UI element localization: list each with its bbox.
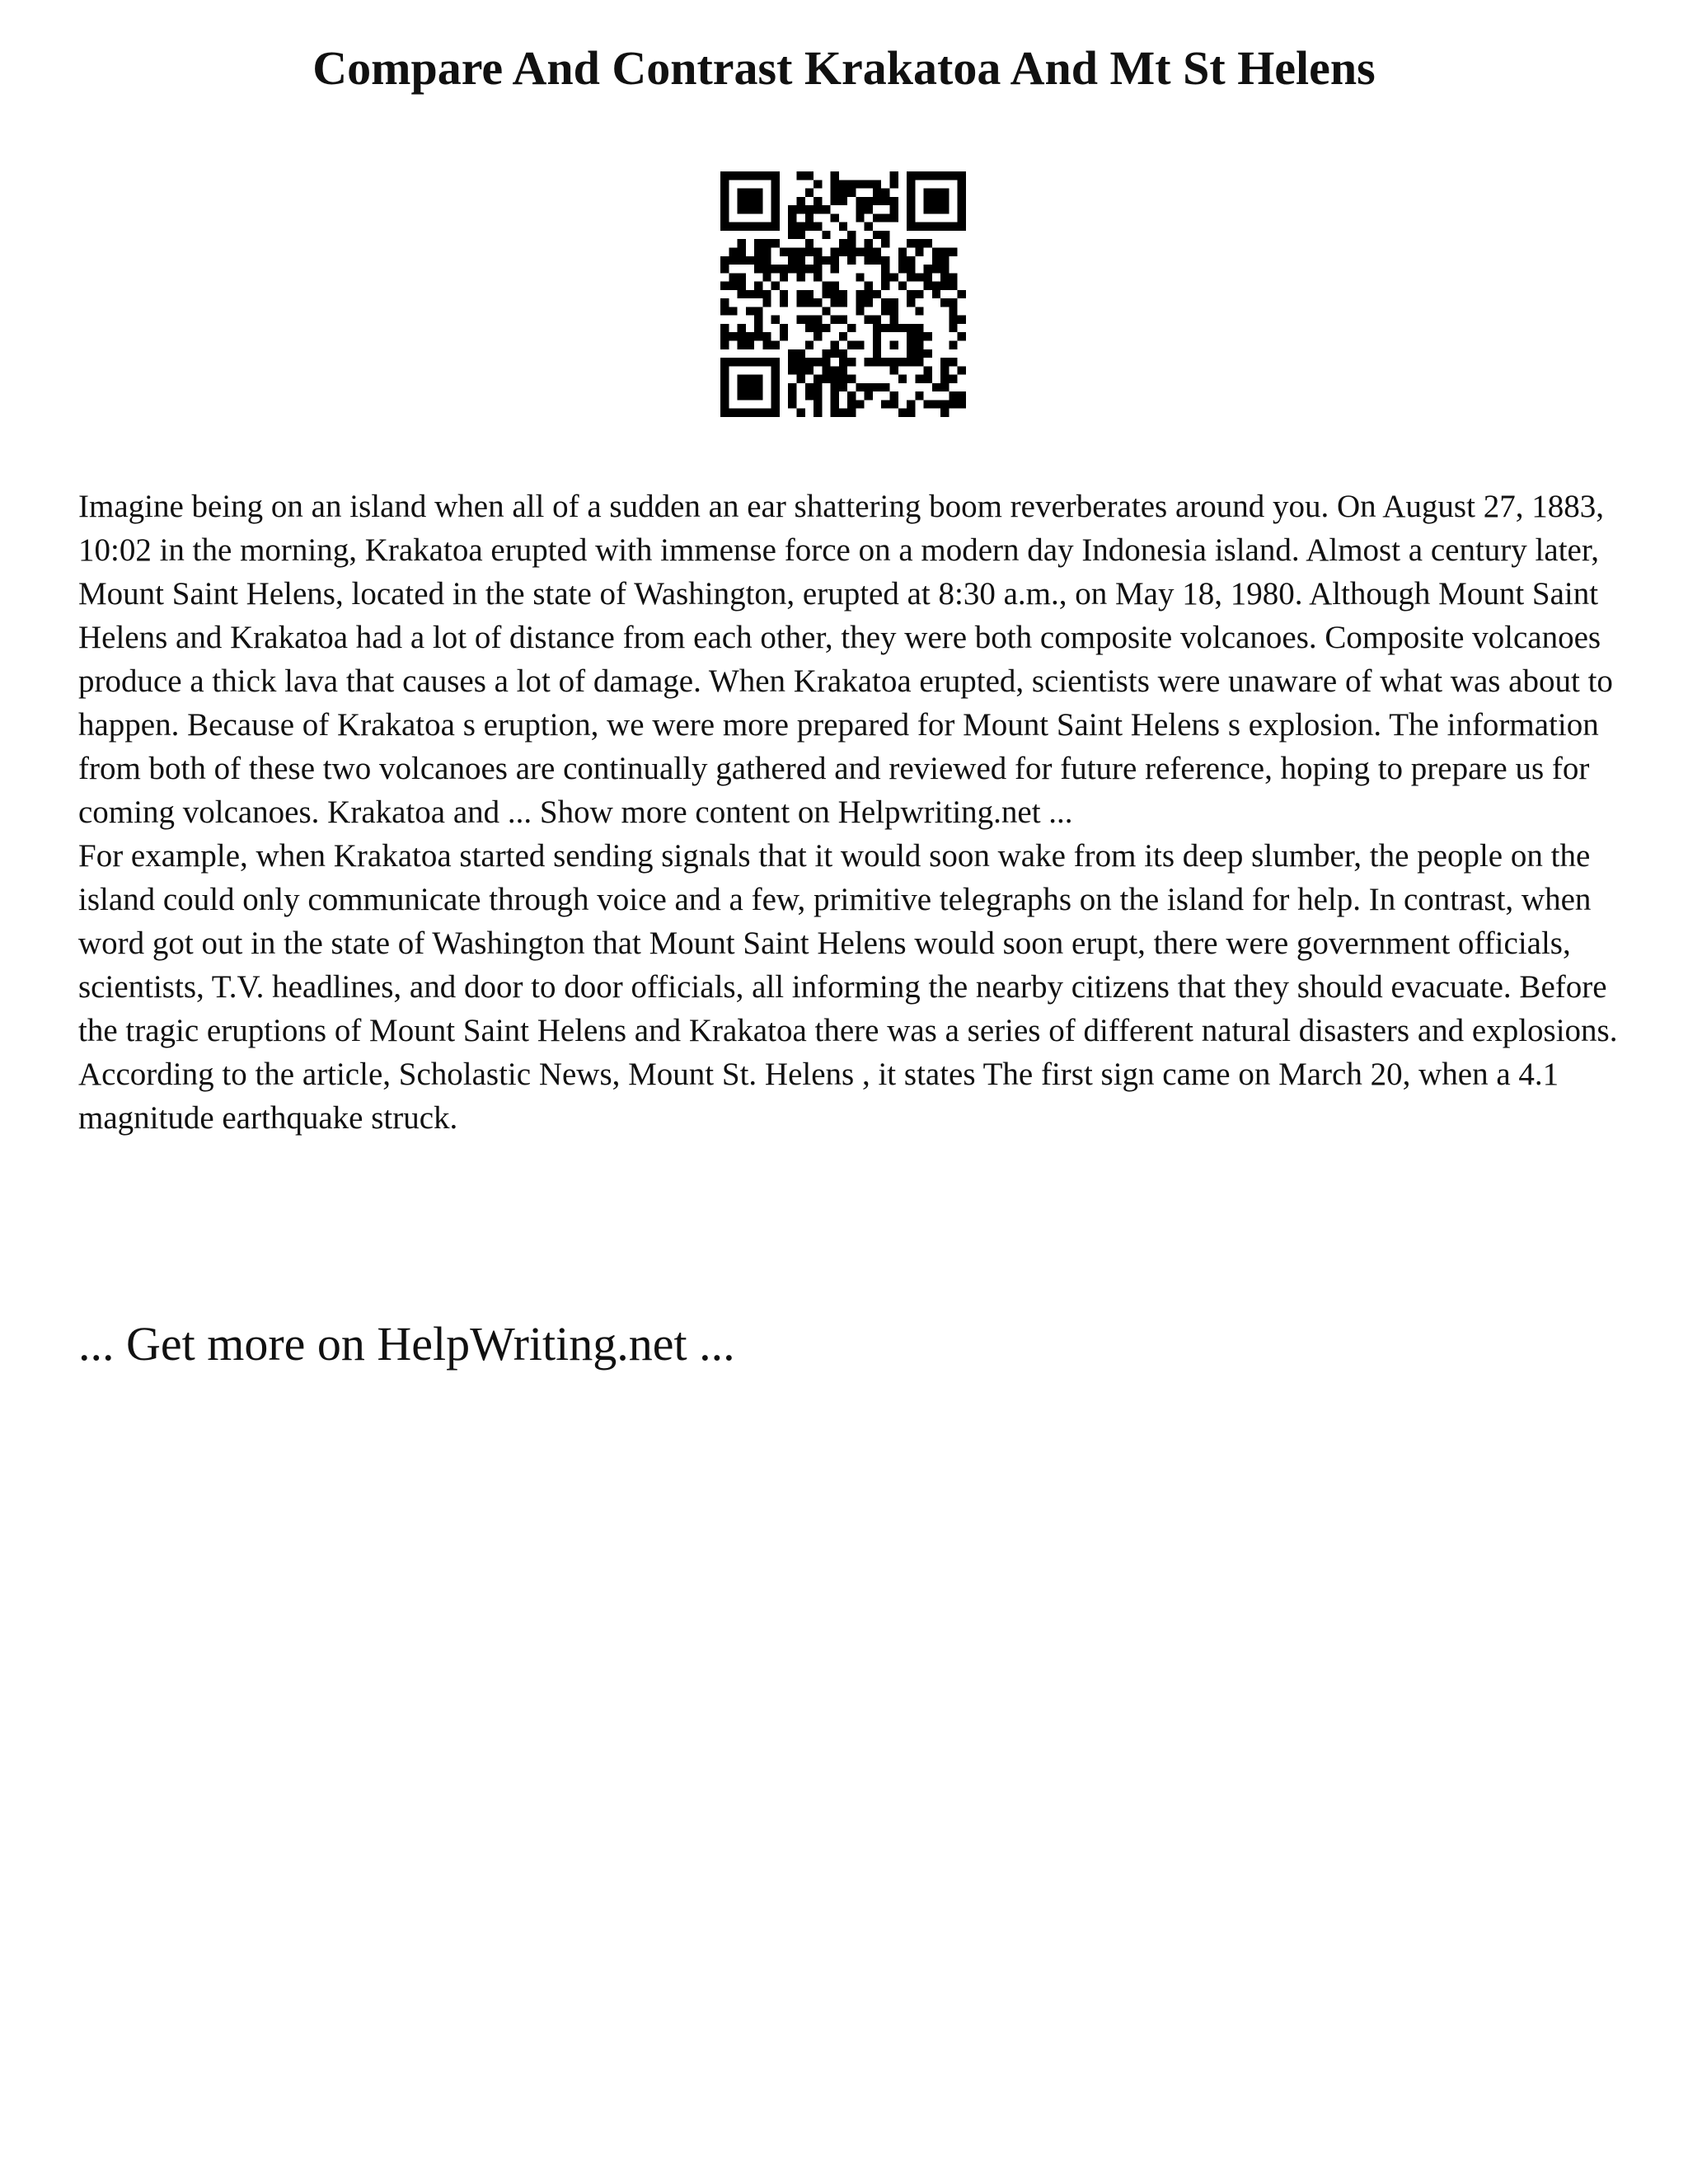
get-more-link[interactable]: ... Get more on HelpWriting.net ...	[78, 1317, 735, 1371]
qr-code-icon[interactable]	[720, 171, 966, 417]
document-title: Compare And Contrast Krakatoa And Mt St Helens	[312, 41, 1376, 95]
paragraph-intro: Imagine being on an island when all of a sudden an ear shattering boom reverberates around you. On August 27, 1883, 10:02 in the morning, Krakatoa erupted with immense force on a modern day Indonesia island. Almost a century later, Mount Saint Helens, located in the state of Washington, erupted at 8:30 a.m., on May 18, 1980. Although Mount Saint Helens and Krakatoa had a lot of distance from each other, they were both composite volcanoes. Composite volcanoes produce a thick lava that causes a lot of damage. When Krakatoa erupted, scientists were unaware of what was about to happen. Because of Krakatoa s eruption, we were more prepared for Mount Saint Helens s explosion. The information from both of these two volcanoes are continually gathered and reviewed for future reference, hoping to prepare us for coming volcanoes. Krakatoa and ... Show more content on Helpwriting.net ...	[78, 489, 1613, 830]
paragraph-example: For example, when Krakatoa started sending signals that it would soon wake from its deep slumber, the people on the island could only communicate through voice and a few, primitive telegraphs on the island for help. In contrast, when word got out in the state of Washington that Mount Saint Helens would soon erupt, there were government officials, scientists, T.V. headlines, and door to door officials, all informing the nearby citizens that they should evacuate. Before the tragic eruptions of Mount Saint Helens and Krakatoa there was a series of different natural disasters and explosions. According to the article, Scholastic News, Mount St. Helens , it states The first sign came on March 20, when a 4.1 magnitude earthquake struck.	[78, 838, 1618, 1136]
article-body	[78, 485, 1636, 1140]
